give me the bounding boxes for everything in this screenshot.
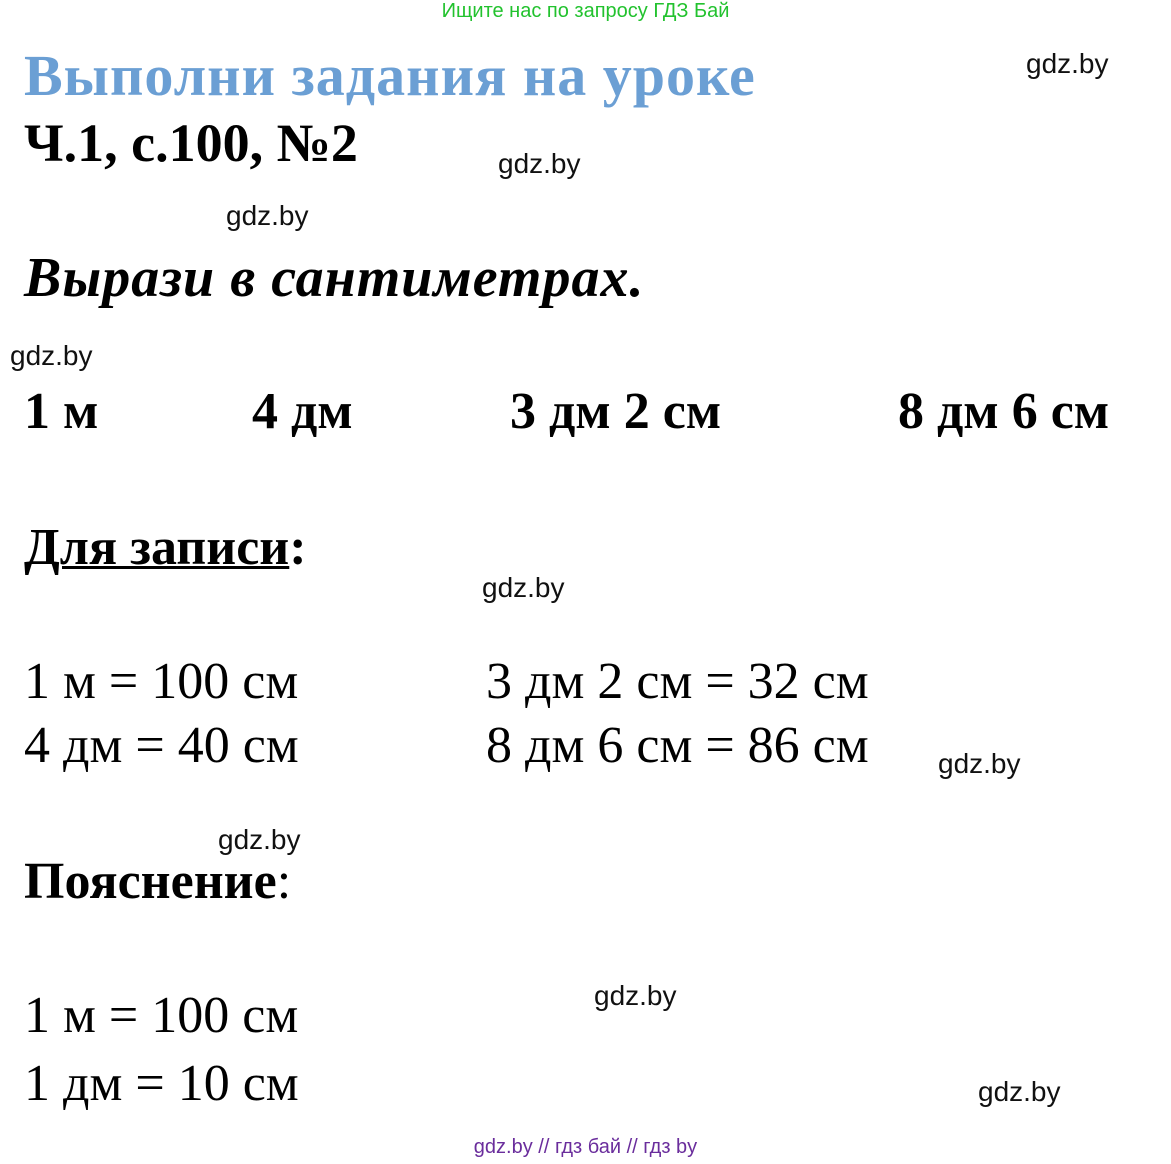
- explanation-heading-label: Пояснение: [24, 853, 277, 910]
- watermark: gdz.by: [482, 572, 565, 603]
- task-reference: Ч.1, с.100, №2: [24, 113, 358, 173]
- footer-links[interactable]: gdz.by // гдз бай // гдз by: [473, 1136, 698, 1158]
- record-heading-label: Для записи: [24, 519, 290, 576]
- watermark: gdz.by: [10, 340, 93, 371]
- watermark: gdz.by: [218, 824, 301, 855]
- explanation-line: 1 дм = 10 см: [24, 1055, 299, 1112]
- watermark: gdz.by: [594, 980, 677, 1011]
- record-line: 4 дм = 40 см: [24, 717, 299, 774]
- watermark: gdz.by: [938, 748, 1021, 779]
- explanation-heading-colon: :: [276, 853, 292, 910]
- problem-item: 4 дм: [252, 383, 353, 440]
- watermark: gdz.by: [226, 200, 309, 231]
- record-heading-colon: :: [289, 519, 307, 576]
- explanation-line: 1 м = 100 см: [24, 987, 299, 1044]
- watermark: gdz.by: [498, 148, 581, 179]
- watermark: gdz.by: [978, 1076, 1061, 1107]
- task-instruction: Вырази в сантиметрах.: [24, 247, 645, 309]
- top-banner[interactable]: Ищите нас по запросу ГДЗ Бай: [441, 0, 730, 22]
- record-heading: [24, 518, 307, 577]
- problem-item: 1 м: [24, 383, 99, 440]
- watermark: gdz.by: [1026, 48, 1109, 79]
- explanation-heading: [24, 852, 291, 911]
- record-line: 1 м = 100 см: [24, 653, 299, 710]
- problem-item: 8 дм 6 см: [898, 383, 1110, 440]
- page-title: Выполни задания на уроке: [24, 43, 756, 108]
- record-line: 8 дм 6 см = 86 см: [486, 717, 869, 774]
- record-line: 3 дм 2 см = 32 см: [486, 653, 869, 710]
- problem-item: 3 дм 2 см: [510, 383, 722, 440]
